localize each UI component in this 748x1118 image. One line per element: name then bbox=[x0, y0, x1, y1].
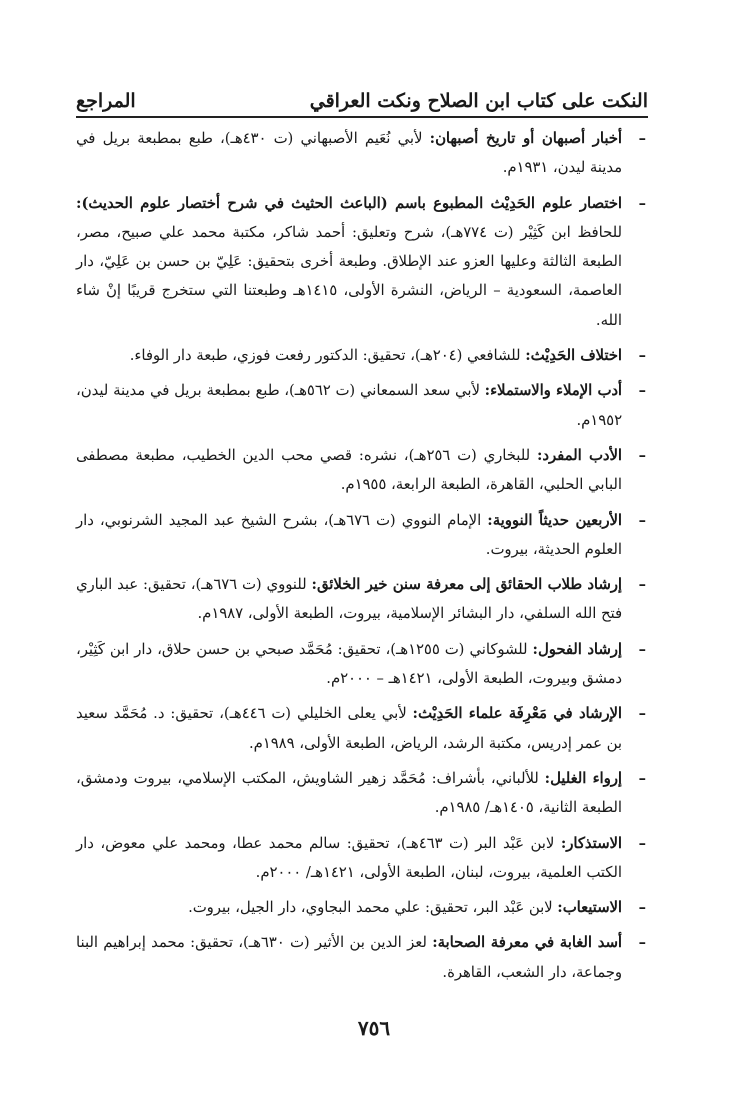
reference-entry bbox=[76, 376, 648, 435]
reference-entry bbox=[76, 570, 648, 629]
reference-entry bbox=[76, 441, 648, 500]
list-dash: – bbox=[638, 899, 646, 917]
reference-details: لابن عَبْد البر (ت ٤٦٣هـ)، تحقيق: سالم محمد عطا، ومحمد علي معوض، دار الكتب العلمية، بيروت، لبنان، الطبعة الأولى، ١٤٢١هـ/ ٢٠٠٠م. bbox=[76, 834, 622, 881]
reference-details: للشوكاني (ت ١٢٥٥هـ)، تحقيق: مُحَمَّد صبحي بن حسن حلاق، دار ابن كَثِيْر، دمشق وبيروت، الطبعة الأولى، ١٤٢١هـ – ٢٠٠٠م. bbox=[76, 640, 622, 688]
reference-details: لأبي نُعَيم الأصبهاني (ت ٤٣٠هـ)، طبع بمطبعة بريل في مدينة ليدن، ١٩٣١م. bbox=[76, 130, 622, 177]
reference-entry bbox=[76, 506, 648, 565]
reference-details: للألباني، بأشراف: مُحَمَّد زهير الشاويش، المكتب الإسلامي، بيروت ودمشق، الطبعة الثانية، ١٤٠٥هـ/ ١٩٨٥م. bbox=[76, 769, 622, 817]
section-title: المراجع bbox=[76, 90, 136, 112]
reference-title: إرشاد طلاب الحقائق إلى معرفة سنن خير الخلائق: bbox=[311, 576, 622, 594]
reference-details: لعز الدين بن الأثير (ت ٦٣٠هـ)، تحقيق: محمد إبراهيم البنا وجماعة، دار الشعب، القاهرة. bbox=[76, 934, 622, 981]
list-dash: – bbox=[638, 347, 646, 365]
reference-title: الأدب المفرد: bbox=[536, 446, 622, 464]
reference-entry bbox=[76, 928, 648, 987]
list-dash: – bbox=[638, 511, 646, 529]
reference-entry bbox=[76, 699, 648, 758]
reference-title: اختصار علوم الحَدِيْث المطبوع باسم (الباعث الحثيث في شرح أختصار علوم الحديث): bbox=[76, 194, 622, 212]
reference-title: اختلاف الحَدِيْث: bbox=[525, 347, 622, 365]
reference-details: للنووي (ت ٦٧٦هـ)، تحقيق: عبد الباري فتح الله السلفي، دار البشائر الإسلامية، بيروت، الطبعة الأولى، ١٩٨٧م. bbox=[76, 576, 622, 623]
reference-details: لأبي يعلى الخليلي (ت ٤٤٦هـ)، تحقيق: د. مُحَمَّد سعيد بن عمر إدريس، مكتبة الرشد، الرياض، الطبعة الأولى، ١٩٨٩م. bbox=[76, 705, 622, 752]
reference-entry bbox=[76, 829, 648, 888]
list-dash: – bbox=[638, 934, 646, 952]
list-dash: – bbox=[638, 769, 646, 787]
reference-entry bbox=[76, 189, 648, 335]
reference-entry bbox=[76, 764, 648, 823]
reference-title: أسد الغابة في معرفة الصحابة: bbox=[432, 934, 622, 952]
reference-details: للبخاري (ت ٢٥٦هـ)، نشره: قصي محب الدين الخطيب، مطبعة مصطفى البابي الحلبي، القاهرة، الطبعة الرابعة، ١٩٥٥م. bbox=[76, 446, 622, 494]
list-dash: – bbox=[638, 640, 646, 658]
reference-title: الاستيعاب: bbox=[557, 899, 622, 917]
reference-details: الإمام النووي (ت ٦٧٦هـ)، بشرح الشيخ عبد المجيد الشرنوبي، دار العلوم الحديثة، بيروت. bbox=[76, 511, 622, 558]
reference-entry bbox=[76, 893, 648, 922]
book-title: النكت على كتاب ابن الصلاح ونكت العراقي bbox=[309, 90, 648, 112]
reference-details: للشافعي (٢٠٤هـ)، تحقيق: الدكتور رفعت فوزي، طبعة دار الوفاء. bbox=[129, 347, 526, 365]
list-dash: – bbox=[638, 576, 646, 594]
reference-title: إرواء الغليل: bbox=[544, 769, 622, 787]
reference-entry bbox=[76, 635, 648, 694]
list-dash: – bbox=[638, 382, 646, 400]
reference-title: أدب الإملاء والاستملاء: bbox=[484, 382, 622, 400]
reference-title: إرشاد الفحول: bbox=[532, 640, 622, 658]
list-dash: – bbox=[638, 834, 646, 852]
reference-entry bbox=[76, 124, 648, 183]
reference-details: لأبي سعد السمعاني (ت ٥٦٢هـ)، طبع بمطبعة بريل في مدينة ليدن، ١٩٥٢م. bbox=[76, 382, 622, 429]
references-list bbox=[76, 124, 648, 993]
list-dash: – bbox=[638, 446, 646, 464]
list-dash: – bbox=[638, 130, 646, 147]
reference-title: الأربعين حديثاً النووية: bbox=[487, 511, 622, 529]
list-dash: – bbox=[638, 194, 646, 212]
reference-title: الإرشاد في مَعْرِفَة علماء الحَدِيْث: bbox=[412, 705, 623, 723]
reference-details: لابن عَبْد البر، تحقيق: علي محمد البجاوي، دار الجيل، بيروت. bbox=[188, 899, 558, 917]
reference-details: للحافظ ابن كَثِيْر (ت ٧٧٤هـ)، شرح وتعليق: أحمد شاكر، مكتبة محمد علي صبيح، مصر، الطبعة الثالثة وعليها العزو عند الإطلاق. وطبعة أخرى بتحقيق: عَلِيّ بن حسن بن عَلِيّ، دار العاصمة، السعودية – الرياض، النشرة الأولى، ١٤١٥هـ وطبعتنا التي ستخرج قريبًا إنْ شاء الله. bbox=[76, 223, 622, 329]
page-number: ٧٥٦ bbox=[357, 1016, 391, 1040]
running-header bbox=[76, 78, 648, 112]
reference-title: أخبار أصبهان أو تاريخ أصبهان: bbox=[429, 130, 623, 147]
reference-entry bbox=[76, 341, 648, 370]
header-divider bbox=[76, 116, 648, 118]
list-dash: – bbox=[638, 705, 646, 723]
reference-title: الاستذكار: bbox=[560, 834, 622, 852]
